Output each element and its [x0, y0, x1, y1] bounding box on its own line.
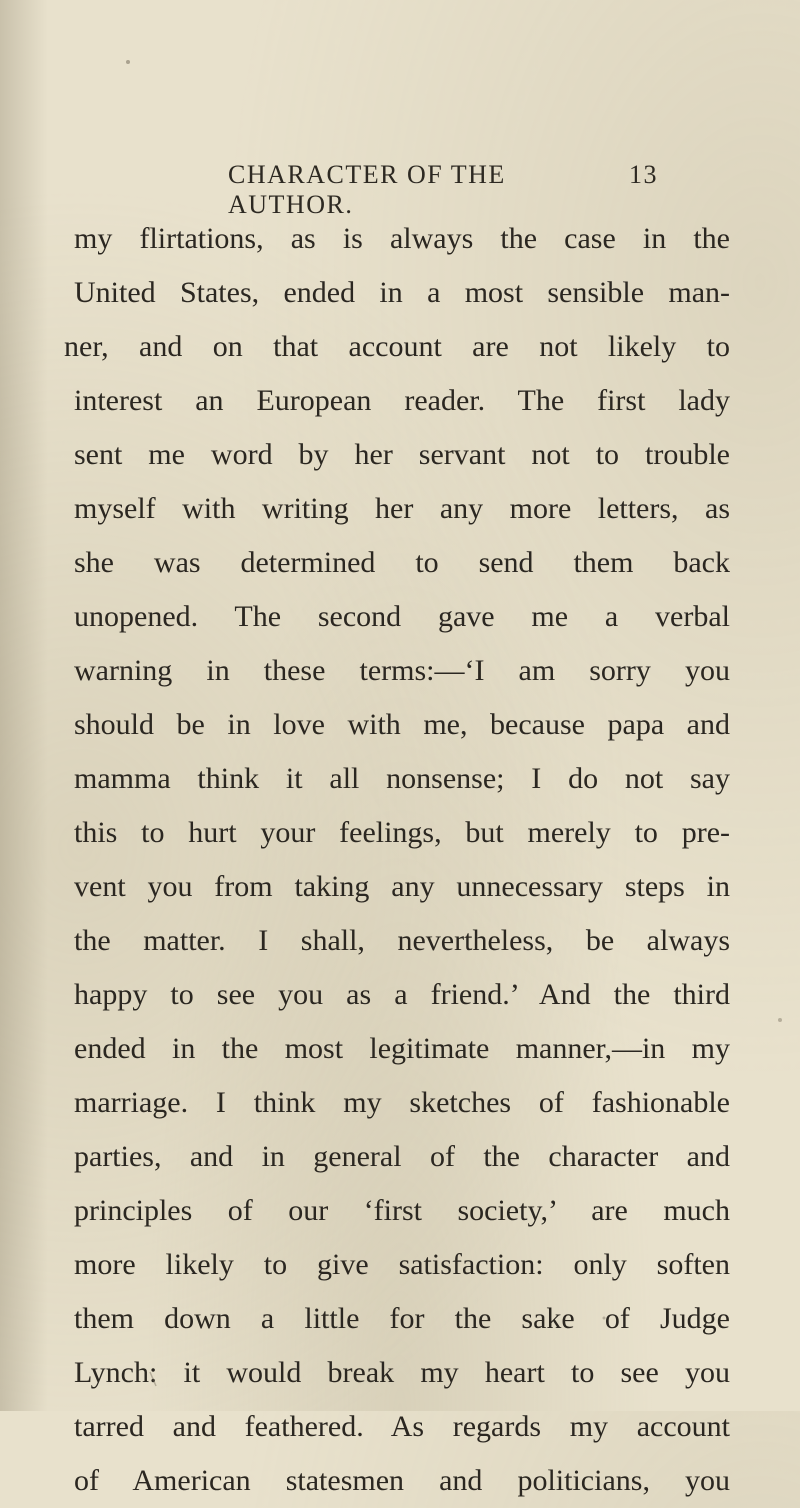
text-line: unopened. The second gave me a verbal	[74, 600, 730, 633]
running-head-title: CHARACTER OF THE AUTHOR.	[228, 160, 506, 219]
body-text	[64, 212, 730, 1508]
text-line: parties, and in general of the character and	[74, 1140, 730, 1173]
text-line: principles of our ‘first society,’ are much	[74, 1194, 730, 1227]
text-line: United States, ended in a most sensible man-	[74, 276, 730, 309]
text-line: mamma think it all nonsense; I do not say	[74, 762, 730, 795]
page-number: 13	[629, 160, 658, 189]
text-line: should be in love with me, because papa and	[74, 708, 730, 741]
text-line: ner, and on that account are not likely to	[64, 330, 730, 363]
text-line: of American statesmen and politicians, you	[74, 1464, 730, 1497]
text-line: tarred and feathered. As regards my account	[74, 1410, 730, 1443]
text-line: more likely to give satisfaction: only soften	[74, 1248, 730, 1281]
text-line: the matter. I shall, nevertheless, be always	[74, 924, 730, 957]
text-line: warning in these terms:—‘I am sorry you	[74, 654, 730, 687]
text-line: them down a little for the sake of Judge	[74, 1302, 730, 1335]
text-line: Lynch: it would break my heart to see you	[74, 1356, 730, 1389]
text-line: myself with writing her any more letters, as	[74, 492, 730, 525]
text-line: she was determined to send them back	[74, 546, 730, 579]
text-line: marriage. I think my sketches of fashionable	[74, 1086, 730, 1119]
text-line: my flirtations, as is always the case in the	[74, 222, 730, 255]
text-line: vent you from taking any unnecessary steps in	[74, 870, 730, 903]
paper-speck	[126, 60, 130, 64]
text-line: happy to see you as a friend.’ And the third	[74, 978, 730, 1011]
text-line: this to hurt your feelings, but merely to pre-	[74, 816, 730, 849]
text-line: interest an European reader. The first lady	[74, 384, 730, 417]
running-head	[228, 160, 658, 220]
text-line: sent me word by her servant not to trouble	[74, 438, 730, 471]
gutter-shadow	[0, 0, 48, 1411]
text-line: ended in the most legitimate manner,—in my	[74, 1032, 730, 1065]
paper-speck	[778, 1018, 782, 1022]
